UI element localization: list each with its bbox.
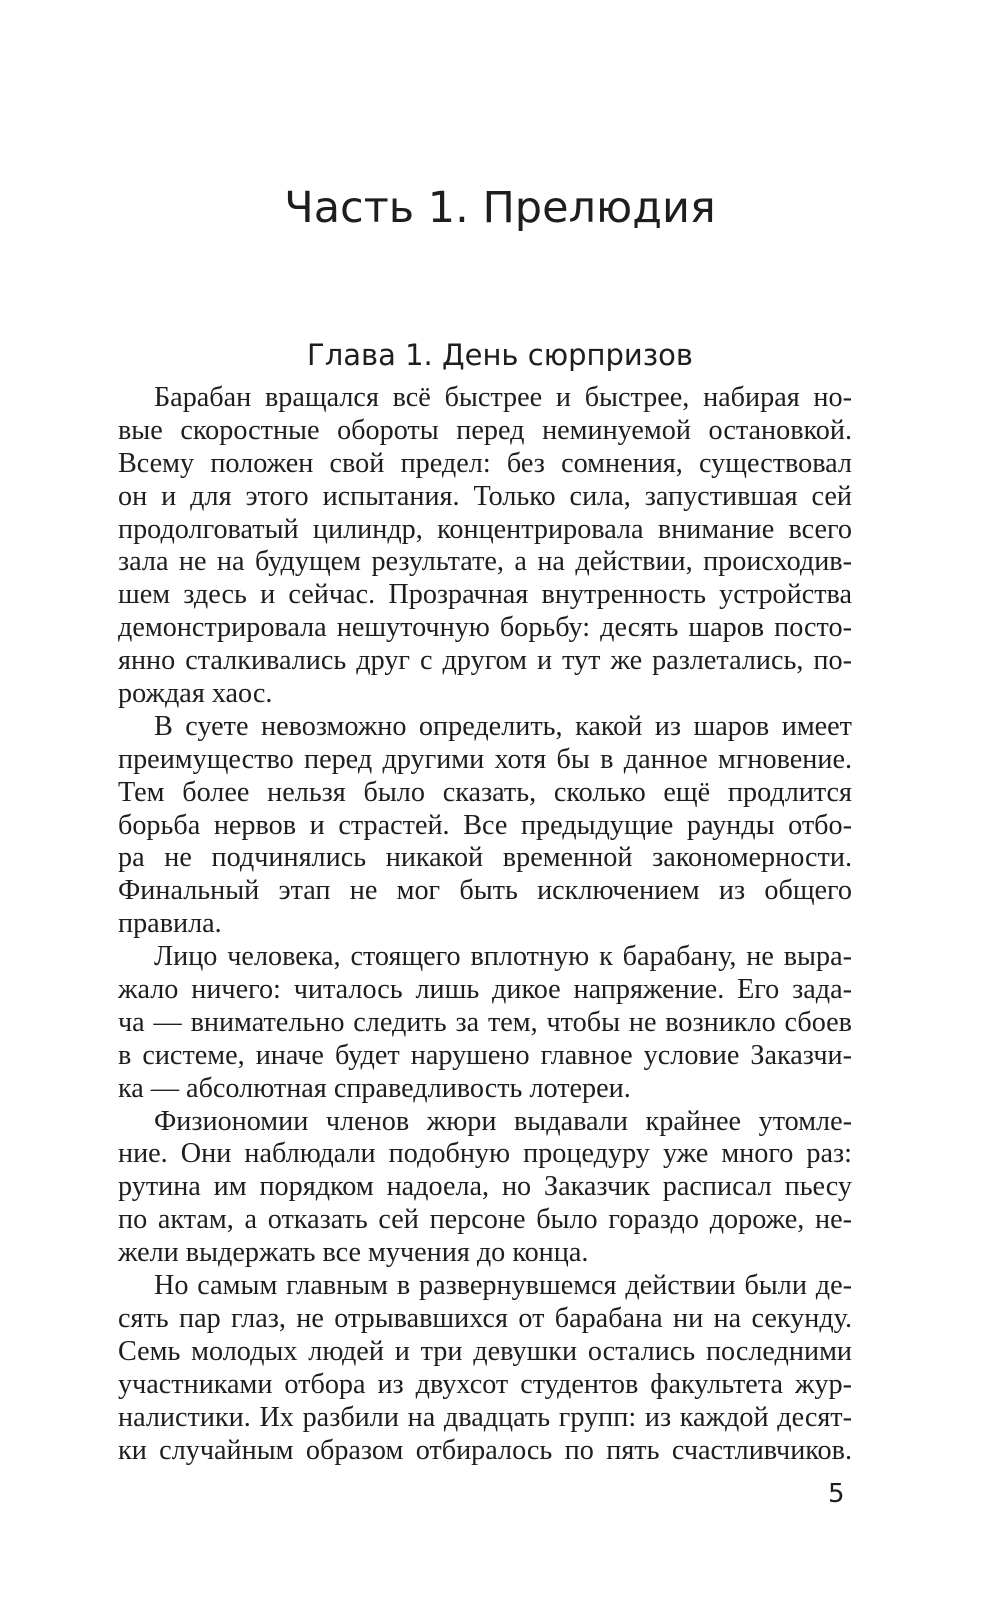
text-line: рождая хаос. [118,678,273,710]
text-line: янно сталкивались друг с другом и тут же разлетались, по- [118,645,852,677]
text-line: демонстрировала нешуточную борьбу: десять шаров посто- [118,612,852,644]
text-line: Барабан вращался всё быстрее и быстрее, набирая но- [154,382,852,413]
text-line: налистики. Их разбили на двадцать групп: из каждой десят- [118,1401,852,1433]
text-line: участниками отбора из двухсот студентов факультета жур- [118,1368,852,1400]
paragraph [118,711,852,941]
text-line: он и для этого испытания. Только сила, запустившая сей [118,480,852,512]
text-line: зала не на будущем результате, а на действии, происходив- [118,546,852,578]
text-line: преимущество перед другими хотя бы в данное мгновение. [118,743,852,775]
text-line: борьба нервов и страстей. Все предыдущие раунды отбо- [118,809,852,841]
text-line: Финальный этап не мог быть исключением из общего [118,875,852,907]
text-line: Лицо человека, стоящего вплотную к барабану, не выра- [154,941,852,973]
text-line: Но самым главным в развернувшемся действии были де- [154,1270,852,1302]
text-line: Семь молодых людей и три девушки остались последними [118,1335,852,1367]
text-line: жели выдержать все мучения до конца. [118,1237,589,1269]
chapter-title: Глава 1. День сюрпризов [307,338,693,372]
text-line: ки случайным образом отбиралось по пять счастливчиков. [118,1434,852,1466]
text-line: Физиономии членов жюри выдавали крайнее утомле- [154,1105,852,1137]
text-line: ние. Они наблюдали подобную процедуру уже много раз: [118,1138,852,1170]
paragraph [118,1106,852,1270]
text-line: вые скоростные обороты перед неминуемой остановкой. [118,414,852,446]
text-line: ра не подчинялись никакой временной закономерности. [118,842,852,874]
text-line: ка — абсолютная справедливость лотереи. [118,1072,631,1104]
paragraph [118,382,852,711]
text-line: правила. [118,908,222,940]
text-line: жало ничего: читалось лишь дикое напряжение. Его зада- [118,974,852,1006]
text-line: по актам, а отказать сей персоне было гораздо дороже, не- [118,1204,852,1236]
text-line: сять пар глаз, не отрывавшихся от барабана ни на секунду. [118,1302,852,1334]
text-line: Всему положен свой предел: без сомнения, существовал [118,447,852,479]
text-line: Тем более нельзя было сказать, сколько ещё продлится [118,776,852,808]
text-line: в системе, иначе будет нарушено главное условие Заказчи- [118,1039,852,1071]
text-line: продолговатый цилиндр, концентрировала внимание всего [118,513,852,545]
text-line: В суете невозможно определить, какой из шаров имеет [154,710,852,742]
paragraph [118,1270,852,1467]
chapter-body [118,382,852,1467]
part-title: Часть 1. Прелюдия [284,183,716,233]
text-line: шем здесь и сейчас. Прозрачная внутренность устройства [118,579,852,611]
text-line: ча — внимательно следить за тем, чтобы не возникло сбоев [118,1006,852,1038]
text-line: рутина им порядком надоела, но Заказчик расписал пьесу [118,1171,852,1203]
page-number: 5 [828,1479,845,1509]
paragraph [118,941,852,1105]
